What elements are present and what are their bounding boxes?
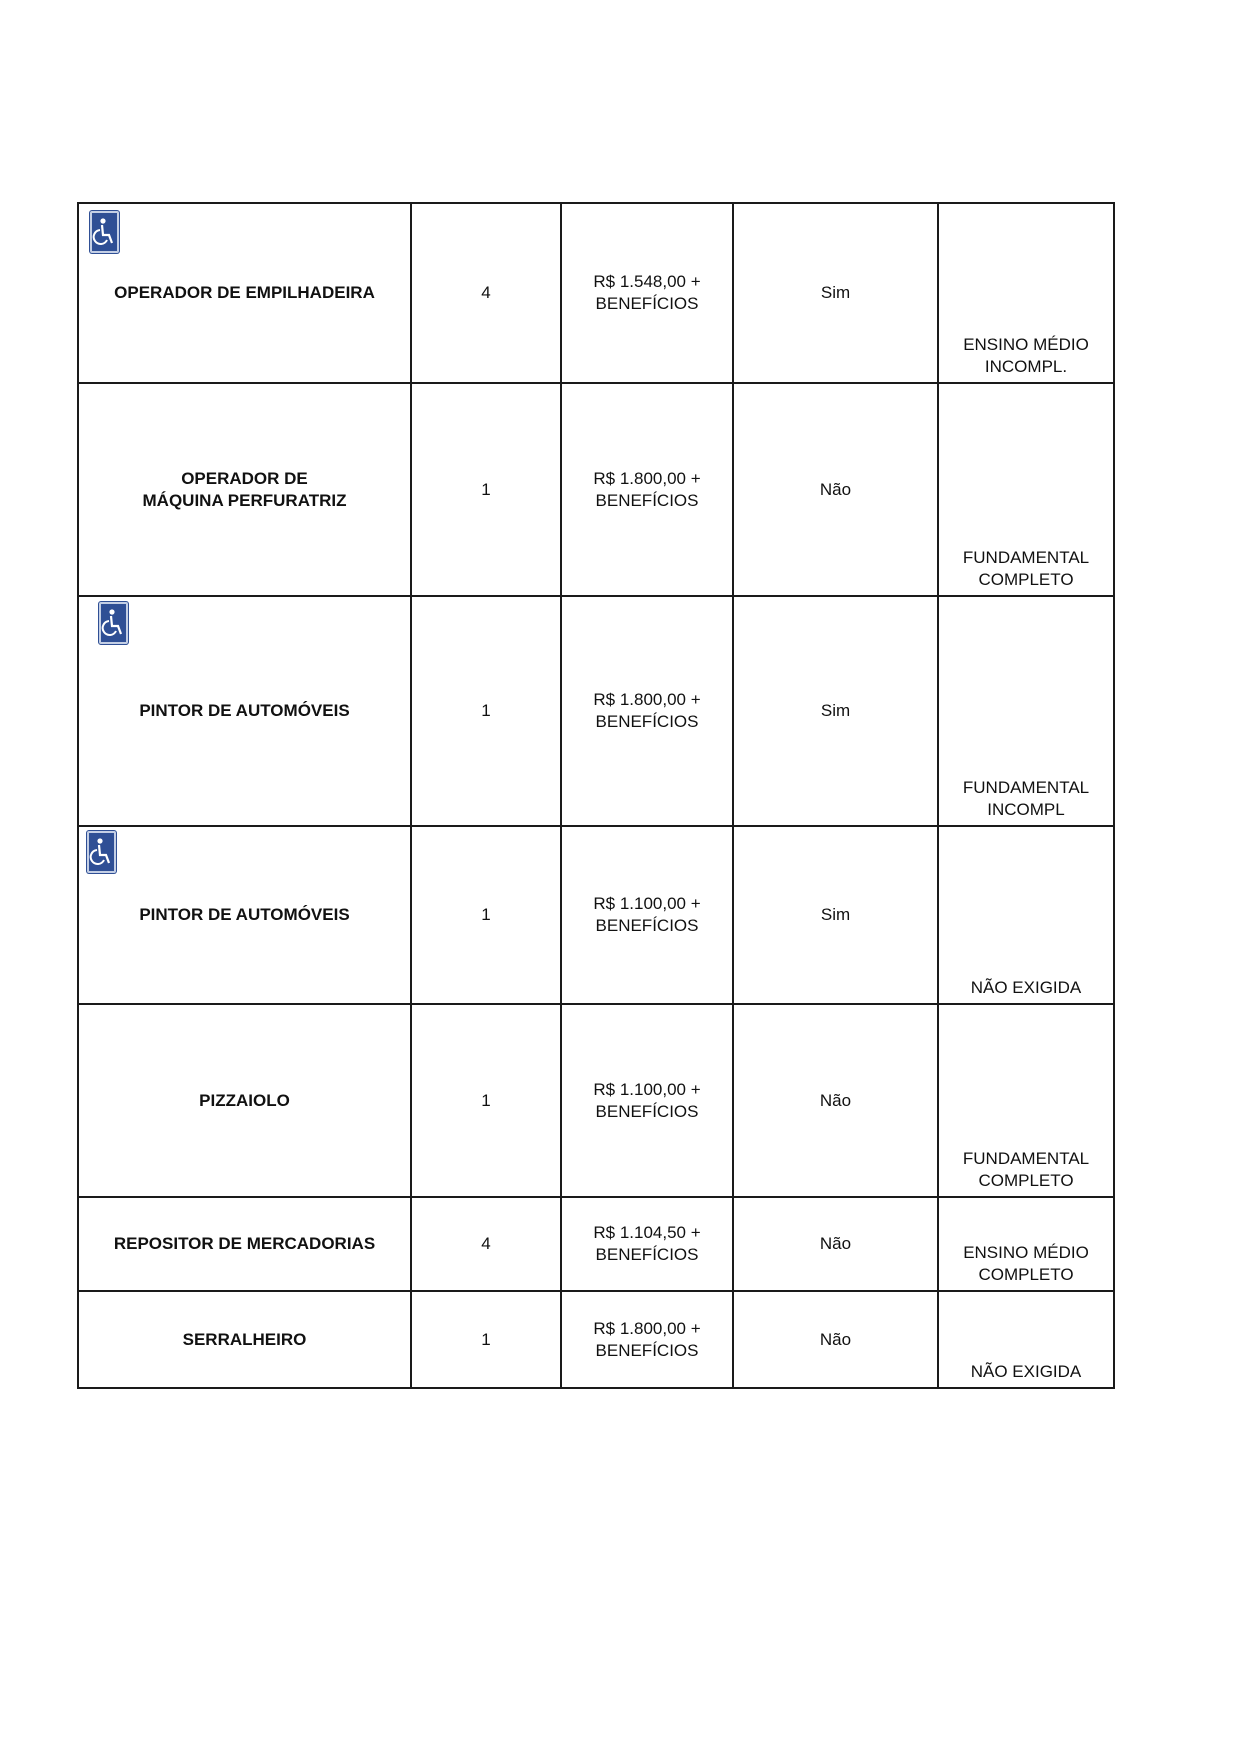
education-line2: COMPLETO	[978, 1171, 1074, 1190]
education-line1: FUNDAMENTAL	[962, 548, 1090, 567]
salary-amount: R$ 1.548,00 +	[593, 272, 701, 291]
salary-benefits: BENEFÍCIOS	[595, 490, 699, 510]
role-name: REPOSITOR DE MERCADORIAS	[113, 1234, 376, 1253]
pcd-cell: Não	[733, 1004, 938, 1197]
salary-amount: R$ 1.800,00 +	[593, 690, 701, 709]
role-cell	[78, 203, 411, 383]
pcd-cell: Não	[733, 1197, 938, 1291]
pcd-cell: Sim	[733, 826, 938, 1004]
table-row	[78, 1291, 1114, 1388]
quantity-cell: 1	[411, 1004, 561, 1197]
education-line2: INCOMPL	[987, 800, 1065, 819]
education-cell	[938, 203, 1114, 383]
salary-amount: R$ 1.800,00 +	[593, 1318, 701, 1338]
salary-cell	[561, 203, 733, 383]
salary-amount: R$ 1.100,00 +	[593, 894, 701, 913]
pcd-cell: Sim	[733, 596, 938, 826]
salary-amount: R$ 1.100,00 +	[593, 1079, 701, 1099]
job-openings-table	[77, 202, 1115, 1389]
salary-benefits: BENEFÍCIOS	[595, 1101, 699, 1121]
quantity-cell: 4	[411, 203, 561, 383]
pcd-cell: Sim	[733, 203, 938, 383]
education-line1: ENSINO MÉDIO	[963, 335, 1089, 354]
table-row	[78, 383, 1114, 596]
role-name: SERRALHEIRO	[182, 1329, 307, 1349]
pcd-cell: Não	[733, 383, 938, 596]
quantity-cell: 1	[411, 1291, 561, 1388]
salary-benefits: BENEFÍCIOS	[595, 712, 699, 731]
role-cell	[78, 1004, 411, 1197]
salary-benefits: BENEFÍCIOS	[595, 916, 699, 935]
quantity-cell: 1	[411, 596, 561, 826]
education-cell	[938, 1004, 1114, 1197]
education-line1: NÃO EXIGIDA	[970, 1362, 1082, 1381]
wheelchair-icon	[99, 602, 128, 644]
education-line1: ENSINO MÉDIO	[963, 1243, 1089, 1262]
role-name: PINTOR DE AUTOMÓVEIS	[139, 905, 350, 924]
table-row	[78, 1004, 1114, 1197]
education-cell	[938, 1291, 1114, 1388]
education-cell	[938, 826, 1114, 1004]
salary-cell	[561, 826, 733, 1004]
role-cell	[78, 596, 411, 826]
quantity-cell: 1	[411, 826, 561, 1004]
salary-cell	[561, 1291, 733, 1388]
education-cell	[938, 383, 1114, 596]
salary-benefits: BENEFÍCIOS	[595, 294, 699, 313]
table-row	[78, 596, 1114, 826]
salary-amount: R$ 1.800,00 +	[593, 468, 701, 488]
education-line1: FUNDAMENTAL	[962, 778, 1090, 797]
role-name: PINTOR DE AUTOMÓVEIS	[139, 701, 350, 720]
table-row	[78, 203, 1114, 383]
role-name: OPERADOR DE MÁQUINA PERFURATRIZ	[142, 468, 347, 510]
salary-amount: R$ 1.104,50 +	[593, 1223, 701, 1242]
education-line2: COMPLETO	[978, 570, 1074, 589]
salary-benefits: BENEFÍCIOS	[595, 1340, 699, 1360]
pcd-cell: Não	[733, 1291, 938, 1388]
salary-cell	[561, 1004, 733, 1197]
role-cell	[78, 826, 411, 1004]
salary-cell	[561, 1197, 733, 1291]
table-row	[78, 826, 1114, 1004]
education-cell	[938, 1197, 1114, 1291]
education-line2: INCOMPL.	[984, 357, 1068, 376]
table-row	[78, 1197, 1114, 1291]
education-line1: NÃO EXIGIDA	[970, 978, 1082, 997]
role-cell	[78, 1291, 411, 1388]
education-cell	[938, 596, 1114, 826]
quantity-cell: 4	[411, 1197, 561, 1291]
salary-cell	[561, 596, 733, 826]
wheelchair-icon	[87, 831, 116, 873]
quantity-cell: 1	[411, 383, 561, 596]
role-name: OPERADOR DE EMPILHADEIRA	[114, 283, 375, 302]
role-name: PIZZAIOLO	[199, 1090, 290, 1110]
education-line2: COMPLETO	[978, 1265, 1074, 1284]
role-cell	[78, 383, 411, 596]
salary-cell	[561, 383, 733, 596]
education-line1: FUNDAMENTAL	[962, 1149, 1090, 1168]
role-cell	[78, 1197, 411, 1291]
salary-benefits: BENEFÍCIOS	[595, 1245, 699, 1264]
wheelchair-icon	[90, 211, 119, 253]
